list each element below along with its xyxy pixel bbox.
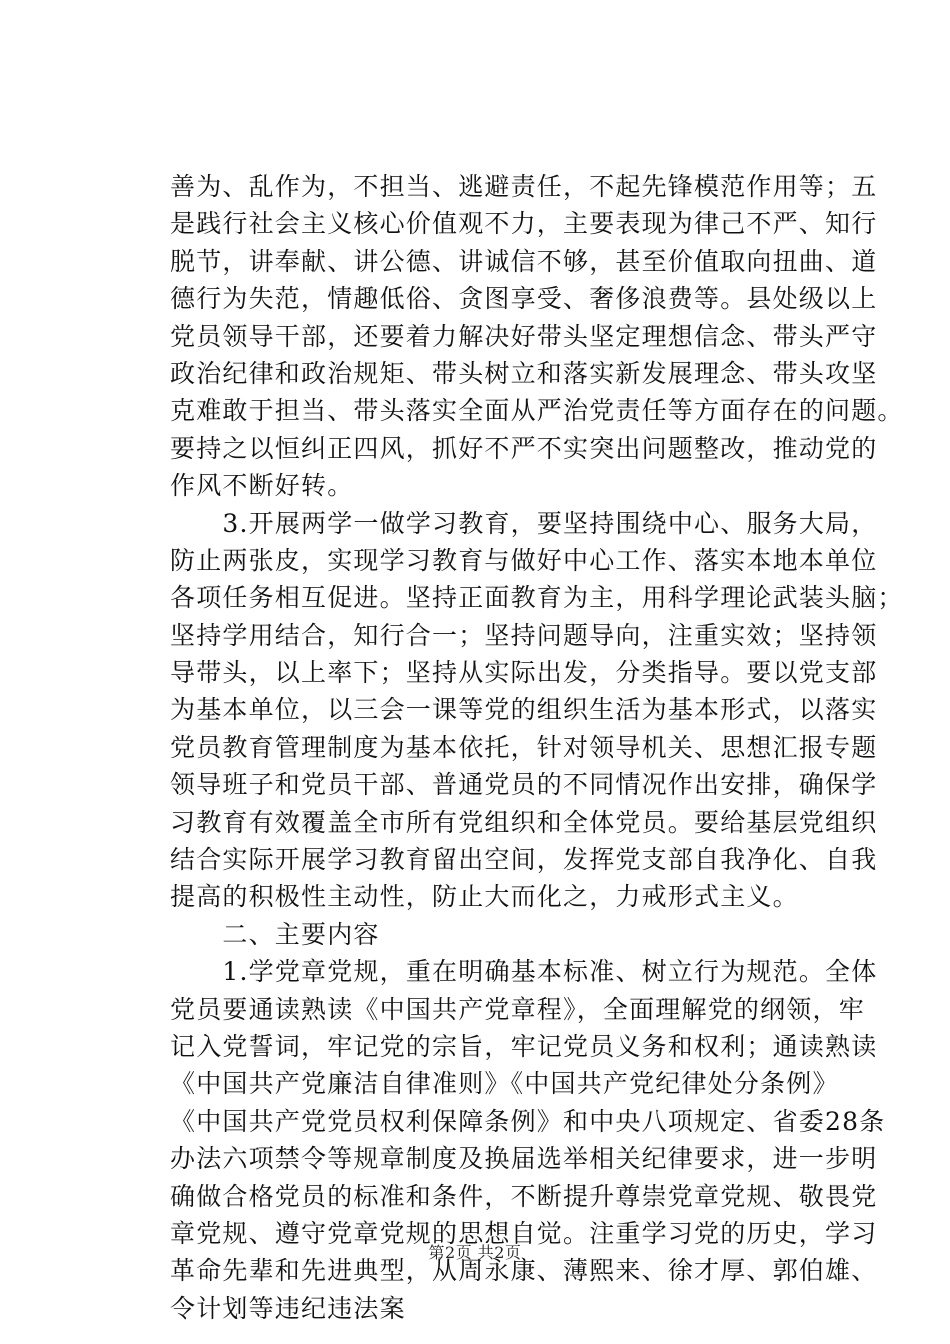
- text-line: 脱节，讲奉献、讲公德、讲诚信不够，甚至价值取向扭曲、道: [170, 246, 878, 276]
- text-line: 导带头，以上率下；坚持从实际出发，分类指导。要以党支部: [170, 658, 878, 688]
- text-line: 克难敢于担当、带头落实全面从严治党责任等方面存在的问题。: [170, 396, 904, 426]
- text-line: 习教育有效覆盖全市所有党组织和全体党员。要给基层党组织: [170, 807, 878, 837]
- text-line: 《中国共产党廉洁自律准则》《中国共产党纪律处分条例》: [170, 1069, 839, 1099]
- document-body: [170, 168, 904, 1327]
- text-line: 善为、乱作为，不担当、逃避责任，不起先锋模范作用等；五: [170, 172, 878, 201]
- text-line: 令计划等违纪违法案: [170, 1293, 406, 1323]
- text-line: 作风不断好转。: [170, 471, 354, 501]
- text-line: 坚持学用结合，知行合一；坚持问题导向，注重实效；坚持领: [170, 620, 878, 650]
- text-line: 办法六项禁令等规章制度及换届选举相关纪律要求，进一步明: [170, 1144, 878, 1174]
- text-line: 提高的积极性主动性，防止大而化之，力戒形式主义。: [170, 882, 799, 912]
- text-line: 二、主要内容: [170, 919, 380, 949]
- text-line: 各项任务相互促进。坚持正面教育为主，用科学理论武装头脑；: [170, 583, 904, 613]
- text-line: 防止两张皮，实现学习教育与做好中心工作、落实本地本单位: [170, 545, 878, 575]
- text-line: 为基本单位，以三会一课等党的组织生活为基本形式，以落实: [170, 695, 878, 725]
- text-line: 是践行社会主义核心价值观不力，主要表现为律己不严、知行: [170, 209, 878, 239]
- text-line: 章党规、遵守党章党规的思想自觉。注重学习党的历史，学习: [170, 1218, 878, 1248]
- text-line: 领导班子和党员干部、普通党员的不同情况作出安排，确保学: [170, 770, 878, 800]
- text-line: 革命先辈和先进典型，从周永康、薄熙来、徐才厚、郭伯雄、: [170, 1256, 878, 1286]
- page-number-footer: 第2页 共2页: [428, 1243, 522, 1262]
- text-line: 1.学党章党规，重在明确基本标准、树立行为规范。全体: [170, 957, 878, 987]
- text-line: 《中国共产党党员权利保障条例》和中央八项规定、省委28条: [170, 1106, 886, 1136]
- text-line: 党员教育管理制度为基本依托，针对领导机关、思想汇报专题: [170, 732, 878, 762]
- text-line: 党员要通读熟读《中国共产党章程》，全面理解党的纲领，牢: [170, 994, 865, 1024]
- text-line: 政治纪律和政治规矩、带头树立和落实新发展理念、带头攻坚: [170, 358, 878, 388]
- text-line: 党员领导干部，还要着力解决好带头坚定理想信念、带头严守: [170, 321, 878, 351]
- text-line: 结合实际开展学习教育留出空间，发挥党支部自我净化、自我: [170, 845, 878, 875]
- text-line: 德行为失范，情趣低俗、贪图享受、奢侈浪费等。县处级以上: [170, 284, 878, 314]
- text-line: 记入党誓词，牢记党的宗旨，牢记党员义务和权利；通读熟读: [170, 1031, 878, 1061]
- text-line: 确做合格党员的标准和条件，不断提升尊崇党章党规、敬畏党: [170, 1181, 878, 1211]
- text-line: 3.开展两学一做学习教育，要坚持围绕中心、服务大局，: [170, 508, 878, 538]
- text-line: 要持之以恒纠正四风，抓好不严不实突出问题整改，推动党的: [170, 433, 878, 463]
